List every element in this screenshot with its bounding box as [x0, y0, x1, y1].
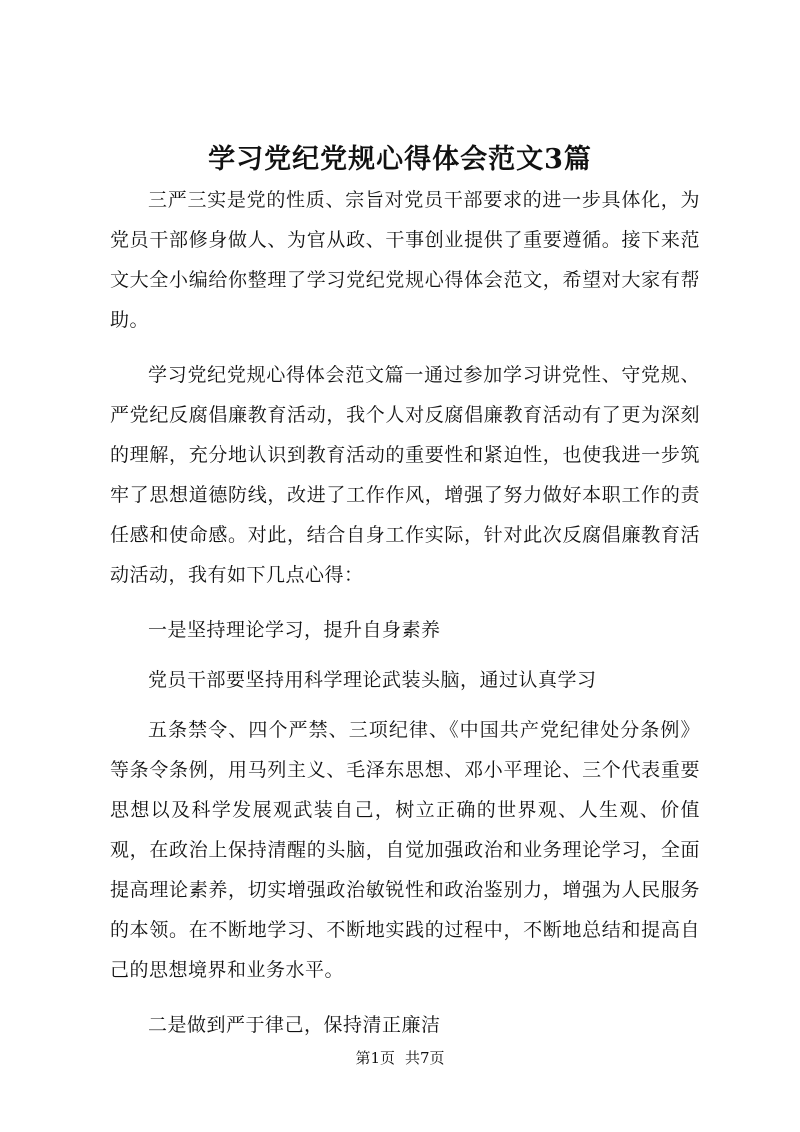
- page-footer: [0, 1048, 800, 1068]
- page-number: 第1页: [355, 1049, 395, 1067]
- paragraph-study-theory: 党员干部要坚持用科学理论武装头脑，通过认真学习: [148, 669, 597, 691]
- paragraph-article-one: 学习党纪党规心得体会范文篇一通过参加学习讲党性、守党规、严党纪反腐倡廉教育活动，我个人对反腐倡廉教育活动有了更为深刻的理解，充分地认识到教育活动的重要性和紧迫性，也使我进一步筑牢了思想道德防线，改进了工作作风，增强了努力做好本职工作的责任感和使命感。对此，结合自身工作实际，针对此次反腐倡廉教育活动活动，我有如下几点心得：: [110, 364, 700, 586]
- page-total: 共7页: [405, 1049, 445, 1067]
- document-body: [110, 180, 700, 1060]
- section-heading-two: 二是做到严于律己，保持清正廉洁: [148, 1014, 441, 1036]
- paragraph-regulations: 五条禁令、四个严禁、三项纪律、《中国共产党纪律处分条例》等条令条例，用马列主义、毛泽东思想、邓小平理论、三个代表重要思想以及科学发展观武装自己，树立正确的世界观、人生观、价值观，在政治上保持清醒的头脑，自觉加强政治和业务理论学习，全面提高理论素养，切实增强政治敏锐性和政治鉴别力，增强为人民服务的本领。在不断地学习、不断地实践的过程中，不断地总结和提高自己的思想境界和业务水平。: [110, 719, 700, 981]
- section-heading-one: 一是坚持理论学习，提升自身素养: [148, 619, 441, 641]
- paragraph-intro: 三严三实是党的性质、宗旨对党员干部要求的进一步具体化，为党员干部修身做人、为官从政、干事创业提供了重要遵循。接下来范文大全小编给你整理了学习党纪党规心得体会范文，希望对大家有帮助。: [110, 189, 700, 331]
- document-title: 学习党纪党规心得体会范文3篇: [208, 144, 592, 175]
